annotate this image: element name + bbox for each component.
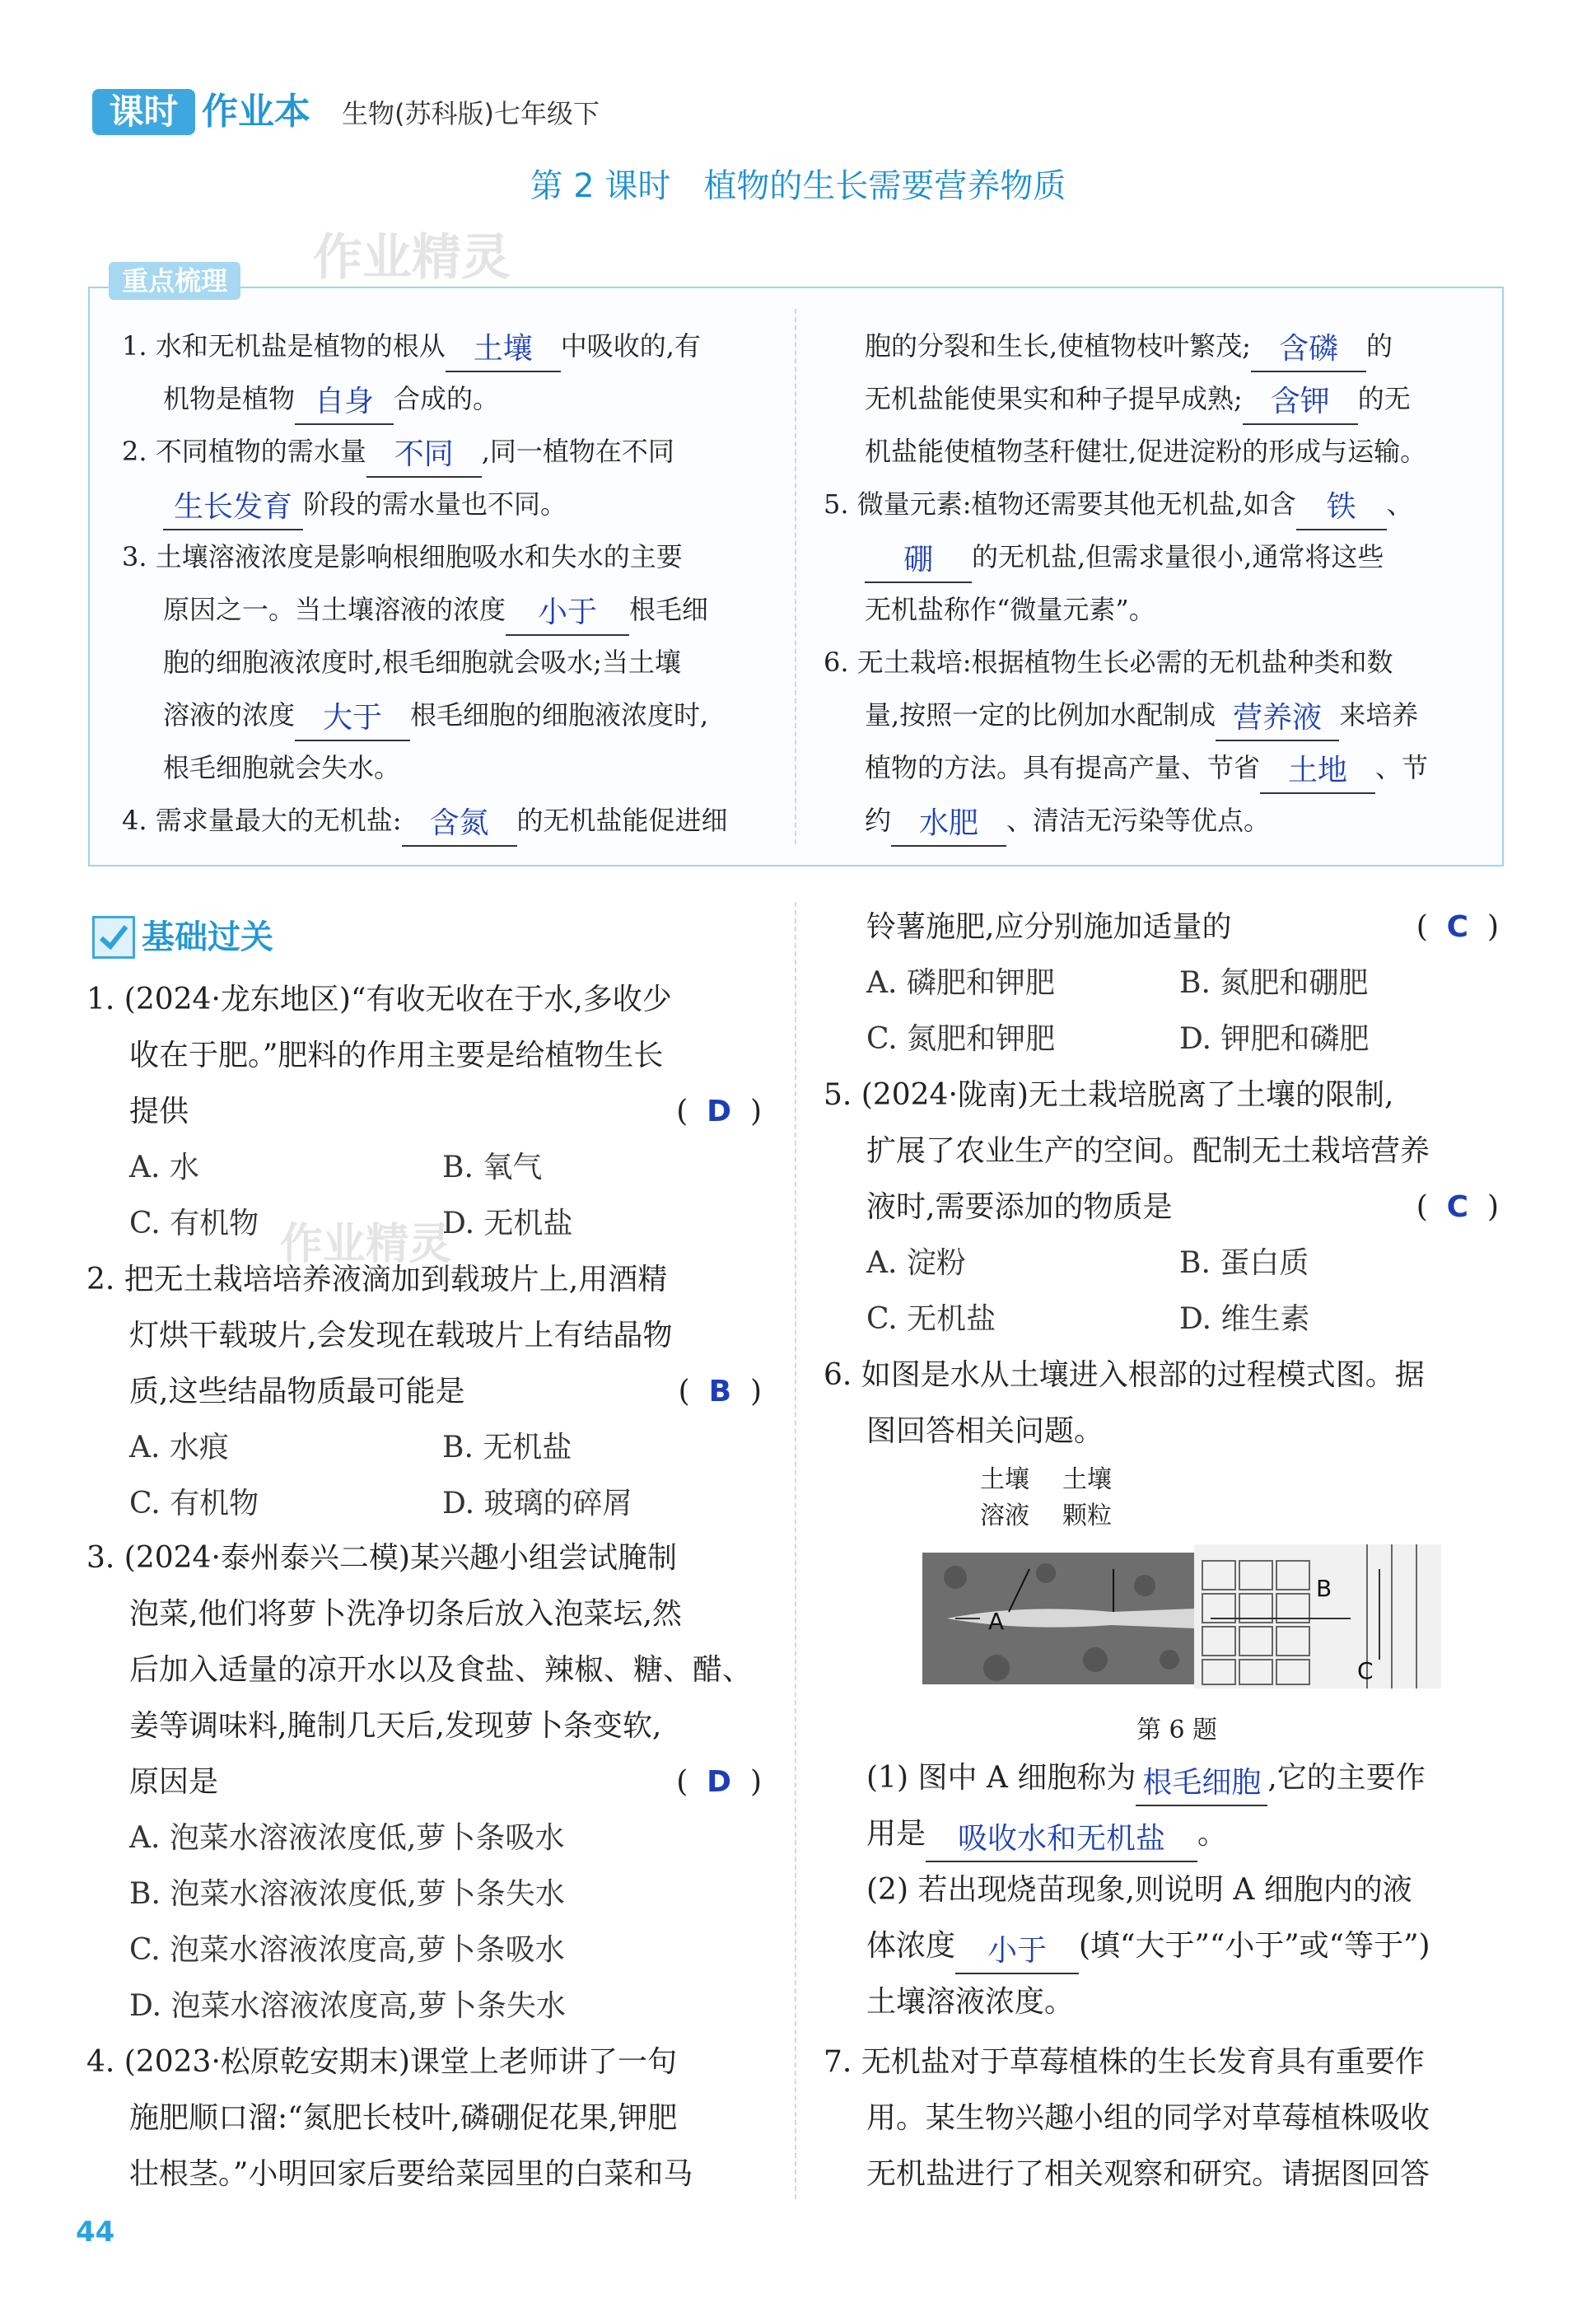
book-badge: 课时	[92, 89, 195, 135]
summary-line: 1. 水和无机盐是植物的根从 土壤 中吸收的,有	[122, 320, 772, 372]
summary-line: 根毛细胞就会失水。	[163, 752, 401, 783]
column-divider	[795, 902, 796, 2199]
section-title: 基础过关	[142, 918, 273, 956]
question-2: 2. 把无土栽培培养液滴加到载玻片上,用酒精 灯烘干载玻片,会发现在载玻片上有结晶物 质,这些结晶物质最可能是 ( B ) A. 水痕 B. 无机盐 C. 有机物 D. 玻璃的碎屑	[86, 1263, 762, 1520]
summary-line: 6. 无土栽培:根据植物生长必需的无机盐种类和数	[824, 647, 1393, 678]
figure-label-soil-solution-1: 土壤	[980, 1465, 1029, 1494]
lesson-title: 第 2 课时 植物的生长需要营养物质	[530, 167, 1066, 205]
figure-label-C: C	[1357, 1657, 1374, 1684]
question-4: 4. (2023·松原乾安期末)课堂上老师讲了一句 施肥顺口溜:“氮肥长枝叶,磷硼促花果,钾肥 壮根茎。”小明回家后要给菜园里的白菜和马	[86, 2045, 693, 2191]
answer-q3: D	[707, 1765, 732, 1799]
question-6: 6. 如图是水从土壤进入根部的过程模式图。据 图回答相关问题。	[824, 1358, 1425, 1448]
summary-line: 约 水肥 、清洁无污染等优点。	[824, 794, 1482, 847]
question-6-subquestions: (1) 图中 A 细胞称为 根毛细胞 ,它的主要作 用是 吸收水和无机盐 。 (2) 若出现烧苗现象,则说明 A 细胞内的液 体浓度 小于 (填“大于”“小于”或“等于”) 土壤溶液浓度。	[866, 1761, 1430, 2019]
watermark: 作业精灵	[313, 229, 511, 287]
root-diagram	[922, 1536, 1449, 1701]
figure-label-B: B	[1316, 1575, 1332, 1602]
summary-line: 硼 的无机盐,但需求量很小,通常将这些	[824, 530, 1482, 583]
root-water-figure	[922, 1462, 1449, 1701]
answer-q4: C	[1446, 910, 1469, 944]
figure-label-A: A	[988, 1608, 1005, 1635]
question-7: 7. 无机盐对于草莓植株的生长发育具有重要作 用。某生物兴趣小组的同学对草莓植株吸收 无机盐进行了相关观察和研究。请据图回答	[824, 2045, 1430, 2191]
summary-line: 无机盐称作“微量元素”。	[865, 594, 1155, 625]
answer-q2: B	[708, 1375, 732, 1408]
summary-tag: 重点梳理	[109, 262, 240, 300]
summary-left-column	[122, 320, 772, 847]
summary-line: 机物是植物 自身 合成的。	[122, 372, 772, 425]
book-name: 作业本	[202, 91, 310, 133]
figure-caption: 第 6 题	[1136, 1716, 1218, 1745]
summary-line: 5. 微量元素:植物还需要其他无机盐,如含 铁 、	[824, 478, 1482, 530]
answer-q1: D	[707, 1095, 732, 1128]
figure-label-soil-particle-2: 颗粒	[1062, 1502, 1112, 1530]
question-1: 1. (2024·龙东地区)“有收无收在于水,多收少 收在于肥。”肥料的作用主要是给植物生长 提供 ( D ) A. 水 B. 氧气 C. 有机物 D. 无机盐	[86, 983, 762, 1240]
summary-line: 3. 土壤溶液浓度是影响根细胞吸水和失水的主要	[122, 541, 683, 572]
question-5: 5. (2024·陇南)无土栽培脱离了土壤的限制, 扩展了农业生产的空间。配制无土栽培营养 液时,需要添加的物质是 ( C ) A. 淀粉 B. 蛋白质 C. 无机盐 D. 维生素	[824, 1078, 1499, 1336]
summary-line: 机盐能使植物茎秆健壮,促进淀粉的形成与运输。	[865, 436, 1427, 467]
figure-label-soil-particle-1: 土壤	[1062, 1465, 1112, 1494]
question-4-continued: 铃薯施肥,应分别施加适量的 ( C ) A. 磷肥和钾肥 B. 氮肥和硼肥 C. 氮肥和钾肥 D. 钾肥和磷肥	[824, 899, 1499, 1067]
summary-line: 溶液的浓度 大于 根毛细胞的细胞液浓度时,	[122, 689, 772, 741]
summary-divider	[795, 309, 796, 844]
watermark-2: 作业精灵	[280, 1220, 452, 1269]
summary-line: 胞的分裂和生长,使植物枝叶繁茂; 含磷 的	[824, 320, 1482, 372]
answer-q5: C	[1446, 1190, 1469, 1224]
book-subject: 生物(苏科版)七年级下	[342, 98, 600, 129]
checkmark-icon	[92, 916, 135, 959]
summary-line: 生长发育 阶段的需水量也不同。	[122, 478, 772, 530]
summary-line: 植物的方法。具有提高产量、节省 土地 、节	[824, 741, 1482, 794]
summary-right-column	[824, 320, 1482, 847]
summary-line: 无机盐能使果实和种子提早成熟; 含钾 的无	[824, 372, 1482, 425]
summary-line: 4. 需求量最大的无机盐: 含氮 的无机盐能促进细	[122, 794, 772, 847]
question-3: 3. (2024·泰州泰兴二模)某兴趣小组尝试腌制 泡菜,他们将萝卜洗净切条后放入泡菜坛,然 后加入适量的凉开水以及食盐、辣椒、糖、醋、 姜等调味料,腌制几天后,发现萝卜条变软, 原因是 ( D ) A. 泡菜水溶液浓度低,萝卜条吸水 B. 泡菜水溶液浓度低,萝卜条失水 C. 泡菜水溶液浓度高,萝卜条吸水 D. 泡菜水溶液浓度高,萝卜条失水	[86, 1541, 762, 2023]
figure-label-soil-solution-2: 溶液	[980, 1502, 1029, 1530]
summary-line: 原因之一。当土壤溶液的浓度 小于 根毛细	[122, 583, 772, 636]
summary-line: 胞的细胞液浓度时,根毛细胞就会吸水;当土壤	[163, 647, 681, 678]
page-number: 44	[76, 2216, 115, 2249]
summary-line: 量,按照一定的比例加水配制成 营养液 来培养	[824, 689, 1482, 741]
summary-line: 2. 不同植物的需水量 不同 ,同一植物在不同	[122, 425, 772, 478]
